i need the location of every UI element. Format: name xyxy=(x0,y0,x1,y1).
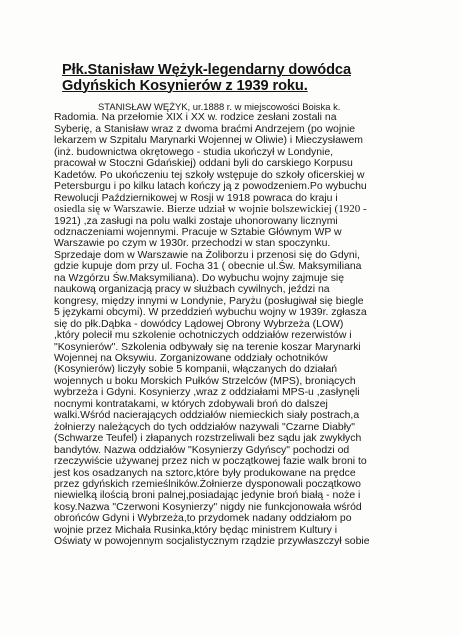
body-line: Warszawie po czym w 1930r. przechodzi w stan spoczynku. xyxy=(54,238,331,250)
body-line: Kadetów. Po ukończeniu tej szkoły wstępuje do szkoły oficerskiej w xyxy=(54,169,365,181)
body-line: wojnie przez Michała Rusinka,który będąc ministrem Kultury i xyxy=(54,524,338,536)
body-line: Petersburgu i po kilku latach kończy ją z powodzeniem.Po wybuchu xyxy=(54,181,367,193)
body-line: gdzie kupuje dom przy ul. Focha 31 ( obecnie ul.Św. Maksymiliana xyxy=(54,261,362,273)
body-line: osiedla się w Warszawie. Bierze udział w wojnie bolszewickiej (1920 - xyxy=(54,203,367,216)
body-line: Radomia. Na przełomie XIX i XX w. rodzice zesłani zostali na xyxy=(54,112,337,124)
body-line: Oświaty w powojennym socjalistycznym rządzie przywłaszczył sobie xyxy=(54,536,370,548)
document-body xyxy=(54,101,424,548)
body-line: "Kosynierów". Szkolenia odbywały się na terenie koszar Marynarki xyxy=(54,341,361,353)
body-line: obrońców Gdyni i Wybrzeża,to przydomek nadany oddziałom po xyxy=(54,513,352,525)
body-line: Wojennej na Oksywiu. Zorganizowane oddziały ochotników xyxy=(54,352,328,364)
body-line: na Wzgórzu Św.Maksymiliana). Do wybuchu wojny zajmuje się xyxy=(54,272,345,284)
body-line: 1921) ,za zasługi na polu walki zostaje uhonorowany licznymi xyxy=(54,215,338,227)
title-line-2: Gdyńskich Kosynierów z 1939 roku. xyxy=(62,78,308,94)
body-line: wojennych u boku Morskich Pułków Strzelców (MPS), broniących xyxy=(54,375,356,387)
body-line: naukową organizacją pracy w służbach cywilnych, jeździ na xyxy=(54,284,330,296)
body-line: (inż. budownictwa okrętowego - studia ukończył w Londynie, xyxy=(54,146,334,158)
body-line: pracował w Stoczni Gdańskiej) oddani byli do carskiego Korpusu xyxy=(54,158,353,170)
body-line: się do płk.Dąbka - dowódcy Lądowej Obrony Wybrzeża (LOW) xyxy=(54,318,344,330)
body-line: Sprzedaje dom w Warszawie na Żoliborzu i przenosi się do Gdyni, xyxy=(54,249,360,261)
body-line: walki.Wśród nacierających oddziałów niemieckich siały postrach,a xyxy=(54,410,360,422)
body-line: żołnierzy należących do tych oddziałów nazywali "Czarne Diabły" xyxy=(54,421,355,433)
body-line: Rewolucji Październikowej w Rosji w 1918 powraca do kraju i xyxy=(54,192,338,204)
title-line-1: Płk.Stanisław Wężyk-legendarny dowódca xyxy=(62,62,351,78)
document-title xyxy=(62,62,392,94)
body-line: rzeczywiście używanej przez nich w początkowej fazie walk broni to xyxy=(54,456,367,468)
body-line: odznaczeniami wojennymi. Pracuje w Sztabie Głównym WP w xyxy=(54,226,342,238)
body-line: kongresy, między innymi w Londynie, Paryżu (posługiwał się biegle xyxy=(54,295,364,307)
body-line: ,który polecił mu szkolenie ochotniczych oddziałów rezerwistów i xyxy=(54,330,352,342)
body-line: kosy.Nazwa "Czerwoni Kosynierzy" nigdy nie funkcjonowała wśród xyxy=(54,501,362,513)
body-line: niewielką ilością broni palnej,posiadając jedynie broń białą - noże i xyxy=(54,490,361,502)
body-line: nocnymi kontratakami, w których zdobywali broń do dalszej xyxy=(54,398,328,410)
body-line: przez gdyńskich rzemieślników.Żołnierze dysponowali początkowo xyxy=(54,478,361,490)
body-line: 5 językami obcymi). W przeddzień wybuchu wojny w 1939r. zgłasza xyxy=(54,307,367,319)
body-line: jest kos osadzanych na sztorc,które były produkowane na prędce xyxy=(54,467,356,479)
body-line: (Kosynierów) liczyły sobie 5 kompanii, włączanych do działań xyxy=(54,364,338,376)
body-line: wybrzeża i Gdyni. Kosynierzy ,wraz z oddziałami MPS-u ,zasłynęli xyxy=(54,387,360,399)
body-line: Syberię, a Stanisław wraz z dwoma braćmi Andrzejem (po wojnie xyxy=(54,123,356,135)
body-line: lekarzem w Szpitalu Marynarki Wojennej w Oliwie) i Mieczysławem xyxy=(54,135,363,147)
body-line: bandytów. Nazwa oddziałów "Kosynierzy Gdyńscy" pochodzi od xyxy=(54,444,350,456)
body-line: (Schwarze Teufel) i złapanych rozstrzeliwali bez sądu jak zwykłych xyxy=(54,433,362,445)
body-line: STANISŁAW WĘŻYK, ur.1888 r. w miejscowości Boiska k. xyxy=(98,101,341,112)
